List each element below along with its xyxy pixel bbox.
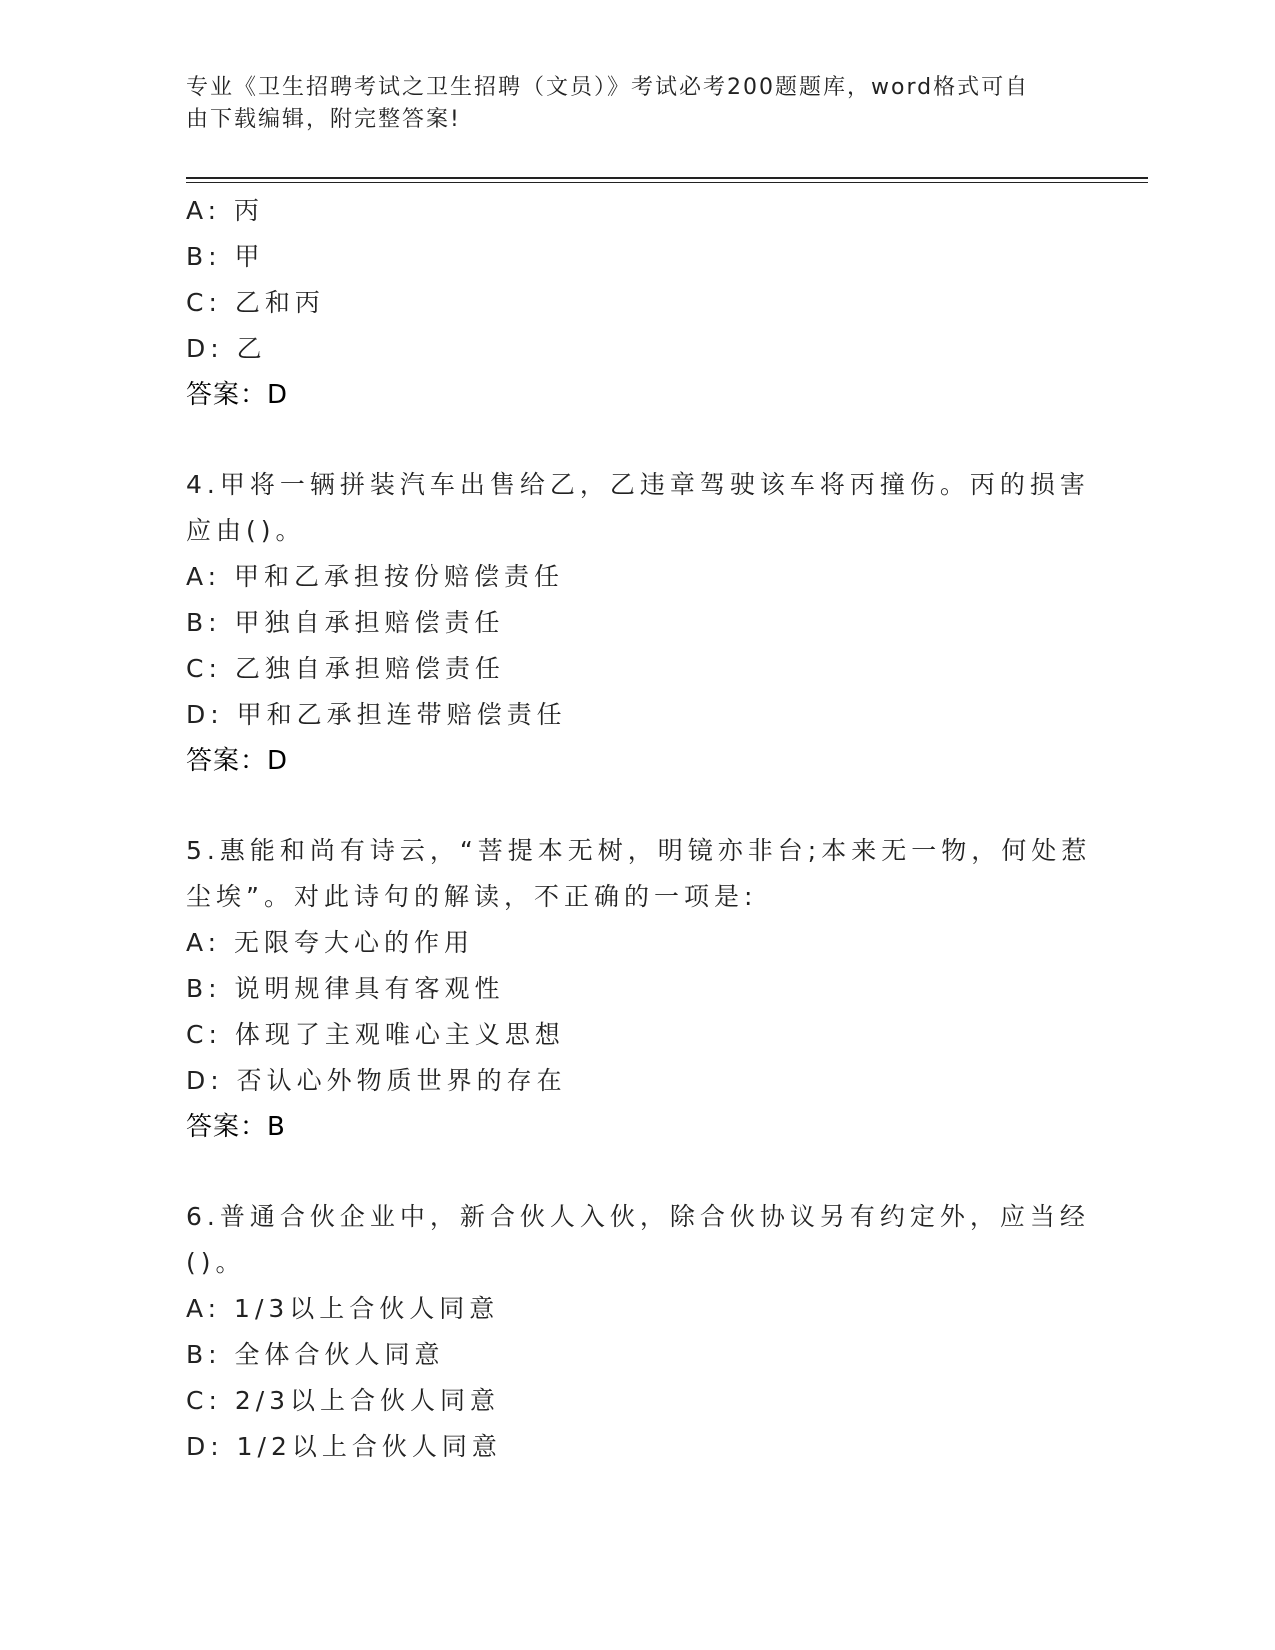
question-stem: 5.惠能和尚有诗云，“菩提本无树，明镜亦非台;本来无一物，何处惹 [186, 836, 1092, 865]
header-line-2: 由下载编辑，附完整答案! [186, 107, 461, 132]
header-divider-thin [186, 182, 1148, 183]
spacer [186, 784, 1086, 828]
question-6 [186, 1194, 1090, 1470]
option-a: A: 1/3以上合伙人同意 [186, 1294, 500, 1323]
answer-line: 答案：D [186, 746, 289, 776]
option-d: D: 甲和乙承担连带赔偿责任 [186, 700, 567, 729]
option-d: D: 否认心外物质世界的存在 [186, 1066, 567, 1095]
header-line-1: 专业《卫生招聘考试之卫生招聘（文员）》考试必考200题题库，word格式可自 [186, 75, 1030, 100]
option-b: B: 全体合伙人同意 [186, 1340, 445, 1369]
spacer [186, 418, 1086, 462]
option-a: A: 甲和乙承担按份赔偿责任 [186, 562, 565, 591]
question-stem-continued: 应由()。 [186, 516, 306, 545]
question-stem: 6.普通合伙企业中，新合伙人入伙，除合伙协议另有约定外，应当经 [186, 1202, 1090, 1231]
option-a: A: 无限夸大心的作用 [186, 928, 475, 957]
option-c: C: 乙和丙 [186, 288, 325, 317]
question-4 [186, 462, 1090, 784]
option-a: A: 丙 [186, 196, 265, 225]
option-c: C: 体现了主观唯心主义思想 [186, 1020, 565, 1049]
question-3 [186, 188, 1086, 418]
question-stem-continued: ()。 [186, 1248, 246, 1277]
question-stem: 4.甲将一辆拼装汽车出售给乙，乙违章驾驶该车将丙撞伤。丙的损害 [186, 470, 1090, 499]
option-c: C: 2/3以上合伙人同意 [186, 1386, 501, 1415]
question-5 [186, 828, 1092, 1150]
option-b: B: 说明规律具有客观性 [186, 974, 505, 1003]
question-list [186, 188, 1092, 1470]
question-stem-continued: 尘埃”。对此诗句的解读，不正确的一项是: [186, 882, 758, 911]
option-b: B: 甲 [186, 242, 265, 271]
option-d: D: 1/2以上合伙人同意 [186, 1432, 502, 1461]
option-b: B: 甲独自承担赔偿责任 [186, 608, 505, 637]
option-d: D: 乙 [186, 334, 267, 363]
option-c: C: 乙独自承担赔偿责任 [186, 654, 505, 683]
answer-line: 答案：B [186, 1112, 286, 1142]
document-header [186, 72, 1066, 136]
spacer [186, 1150, 1086, 1194]
header-divider-thick [186, 177, 1148, 179]
answer-line: 答案：D [186, 380, 289, 410]
